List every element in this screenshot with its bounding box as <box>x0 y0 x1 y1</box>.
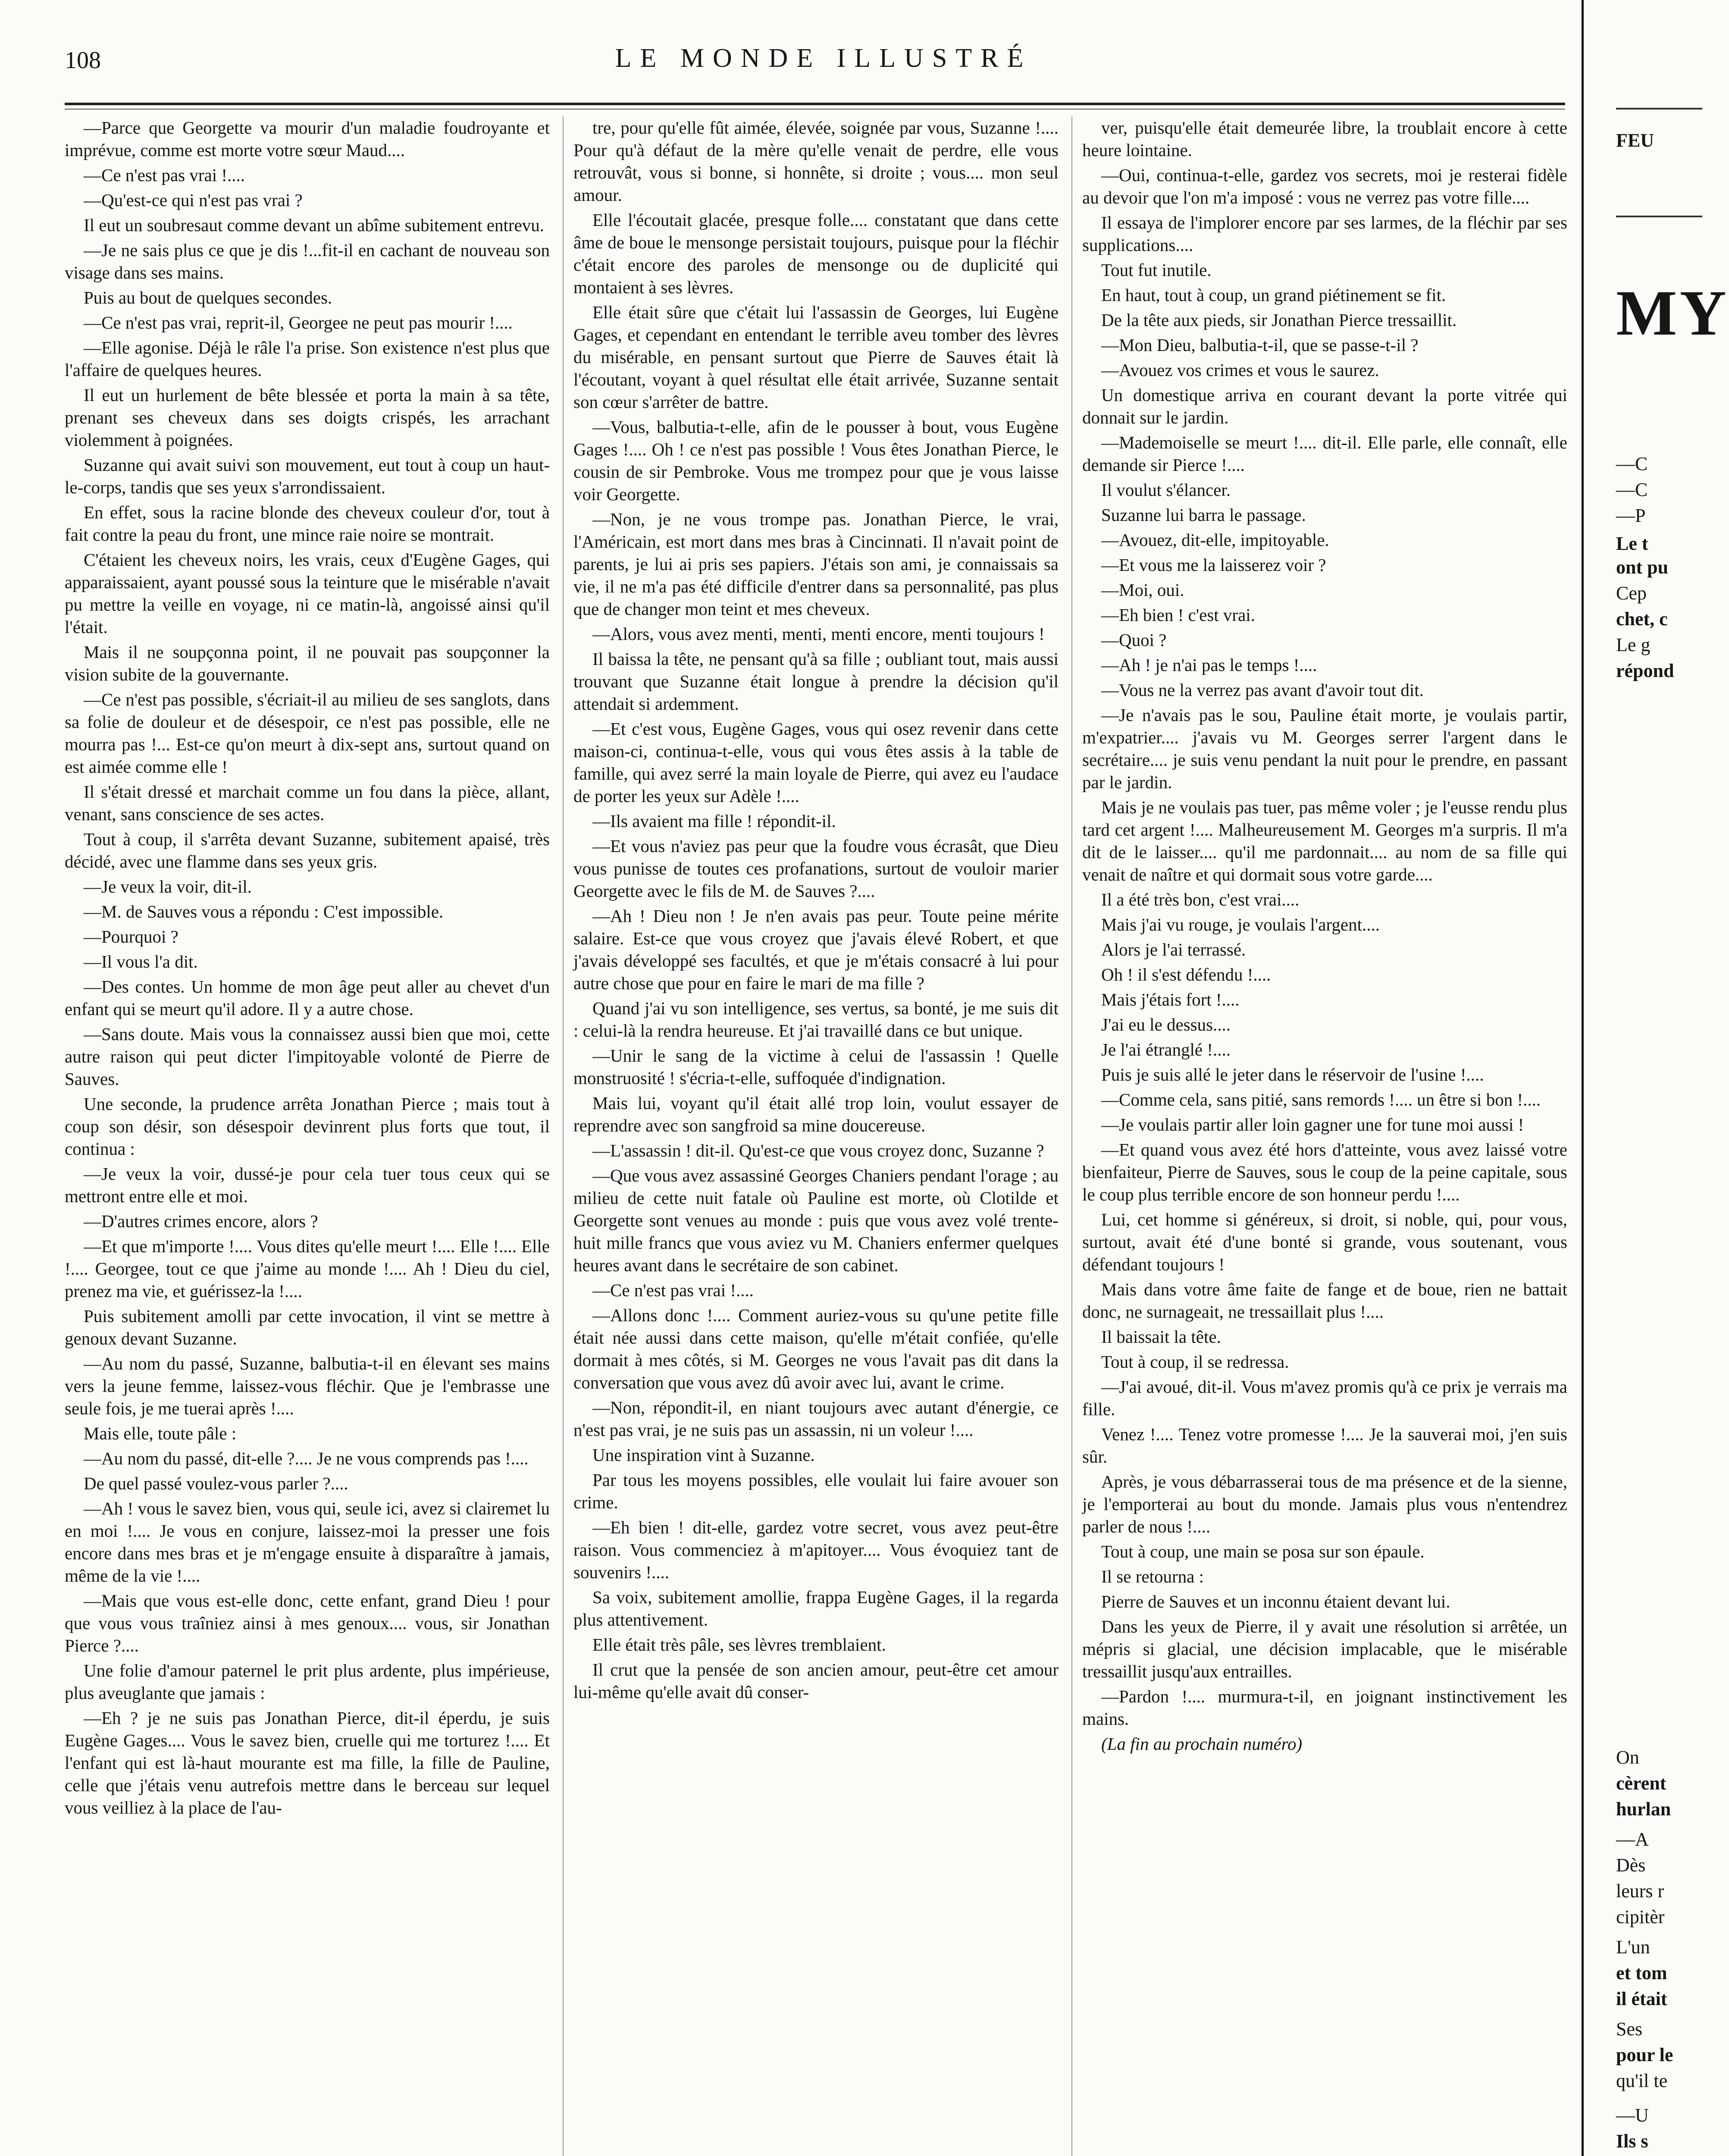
adjacent-page-fragment: —C <box>1616 479 1648 500</box>
paragraph: Elle était très pâle, ses lèvres tremblaient. <box>592 1635 886 1655</box>
paragraph: —Il vous l'a dit. <box>84 952 198 971</box>
paragraph: Je l'ai étranglé !.... <box>1101 1040 1231 1059</box>
edge-rule <box>1616 108 1702 110</box>
paragraph: Mais il ne soupçonna point, il ne pouvait pas soupçonner la vision subite de la gouvernante. <box>65 642 550 684</box>
page-header <box>65 43 1582 91</box>
paragraph: —Et vous n'aviez pas peur que la foudre vous écrasât, que Dieu vous punisse de toutes ces profanations, surtout de vouloir marier Georgette avec le fils de M. de Sauves ?.... <box>573 836 1059 901</box>
paragraph: —Ah ! je n'ai pas le temps !.... <box>1101 655 1317 675</box>
paragraph: —Et c'est vous, Eugène Gages, vous qui osez revenir dans cette maison-ci, continua-t-elle, vous qui vous êtes assis à la table de famille, qui avez serré la main loyale de Pierre, qui avez eu l'audace de porter les yeux sur Adèle !.... <box>573 719 1059 806</box>
paragraph: —J'ai avoué, dit-il. Vous m'avez promis qu'à ce prix je verrais ma fille. <box>1082 1377 1567 1419</box>
paragraph: —Avouez vos crimes et vous le saurez. <box>1101 360 1379 380</box>
paragraph: En haut, tout à coup, un grand piétinement se fit. <box>1101 285 1446 305</box>
paragraph: Il eut un hurlement de bête blessée et porta la main à sa tête, prenant ses cheveux dans ses doigts crispés, les arrachant violemment à poignées. <box>65 385 550 450</box>
adjacent-page-fragment: Le g <box>1616 634 1651 655</box>
paragraph: —Ce n'est pas vrai, reprit-il, Georgee ne peut pas mourir !.... <box>84 313 513 332</box>
paragraph: Une seconde, la prudence arrêta Jonathan Pierce ; mais tout à coup son désir, son désespoir devinrent plus forts que tout, il continua : <box>65 1094 550 1159</box>
paragraph: Mais lui, voyant qu'il était allé trop loin, voulut essayer de reprendre avec son sangfroid sa mine doucereuse. <box>573 1093 1059 1135</box>
paragraph: Il baissait la tête. <box>1101 1327 1221 1347</box>
paragraph: Il se retourna : <box>1101 1567 1204 1586</box>
paragraph: —Pardon !.... murmura-t-il, en joignant instinctivement les mains. <box>1082 1686 1567 1729</box>
paragraph: De la tête aux pieds, sir Jonathan Pierce tressaillit. <box>1101 310 1457 330</box>
paragraph: —Au nom du passé, Suzanne, balbutia-t-il en élevant ses mains vers la jeune femme, laissez-vous fléchir. Que je l'embrasse une seule fois, je me tuerai après !.... <box>65 1354 550 1418</box>
paragraph: —Vous ne la verrez pas avant d'avoir tout dit. <box>1101 680 1424 700</box>
paragraph: Un domestique arriva en courant devant la porte vitrée qui donnait sur le jardin. <box>1082 385 1567 427</box>
paragraph: Mais dans votre âme faite de fange et de boue, rien ne battait donc, ne surnageait, ne tressaillait plus !.... <box>1082 1279 1567 1322</box>
paragraph: —Ce n'est pas vrai !.... <box>592 1280 754 1300</box>
adjacent-page-fragment: il était <box>1616 1988 1667 2009</box>
paragraph: —Parce que Georgette va mourir d'un maladie foudroyante et imprévue, comme est morte votre sœur Maud.... <box>65 118 550 160</box>
paragraph: —Qu'est-ce qui n'est pas vrai ? <box>84 190 303 210</box>
adjacent-page-fragment: On <box>1616 1747 1639 1768</box>
paragraph: —Alors, vous avez menti, menti, menti encore, menti toujours ! <box>592 624 1045 644</box>
adjacent-page-fragment: cipitèr <box>1616 1906 1665 1927</box>
paragraph: —Ah ! Dieu non ! Je n'en avais pas peur. Toute peine mérite salaire. Est-ce que vous croyez que j'avais élevé Robert, et que j'avais développé ses facultés, et que je m'étais consacré à lui pour autre chose que pour en faire le mari de ma fille ? <box>573 906 1059 993</box>
paragraph: Il eut un soubresaut comme devant un abîme subitement entrevu. <box>84 215 544 235</box>
adjacent-page-fragment: répond <box>1616 660 1674 681</box>
paragraph: C'étaient les cheveux noirs, les vrais, ceux d'Eugène Gages, qui apparaissaient, ayant poussé sous la teinture que le misérable n'avait pu mettre la veille en voyage, ni ce matin-là, angoissé ainsi qu'il l'était. <box>65 550 550 637</box>
paragraph: —M. de Sauves vous a répondu : C'est impossible. <box>84 902 444 921</box>
header-rule-thin <box>65 109 1565 110</box>
paragraph: —Elle agonise. Déjà le râle l'a prise. Son existence n'est plus que l'affaire de quelques heures. <box>65 338 550 380</box>
adjacent-page-fragment: ont pu <box>1616 557 1669 578</box>
adjacent-page-fragment: chet, c <box>1616 608 1668 630</box>
adjacent-page-fragment: et tom <box>1616 1962 1667 1984</box>
paragraph: Puis subitement amolli par cette invocation, il vint se mettre à genoux devant Suzanne. <box>65 1306 550 1348</box>
paragraph: Tout fut inutile. <box>1101 260 1212 280</box>
paragraph: —Eh ? je ne suis pas Jonathan Pierce, dit-il éperdu, je suis Eugène Gages.... Vous le savez bien, cruelle qui me torturez !.... Et l'enfant qui est là-haut mourante est ma fille, la fille de Pauline, celle que j'étais venu autrefois mettre dans le berceau sur lequel vous veilliez à la place de l'au- <box>65 1708 550 1818</box>
column-separator <box>1071 116 1072 2156</box>
adjacent-page-fragment: —U <box>1616 2105 1649 2126</box>
edge-rule <box>1616 216 1702 217</box>
paragraph: —Je veux la voir, dit-il. <box>84 877 252 896</box>
paragraph: —Des contes. Un homme de mon âge peut aller au chevet d'un enfant qui se meurt qu'il adore. Il y a autre chose. <box>65 977 550 1019</box>
paragraph: Alors je l'ai terrassé. <box>1101 940 1246 959</box>
page-number: 108 <box>65 47 101 74</box>
adjacent-page-fragment: —P <box>1616 505 1646 526</box>
paragraph: Pierre de Sauves et un inconnu étaient devant lui. <box>1101 1592 1450 1611</box>
paragraph: Il essaya de l'implorer encore par ses larmes, de la fléchir par ses supplications.... <box>1082 213 1567 255</box>
paragraph: Oh ! il s'est défendu !.... <box>1101 965 1271 984</box>
paragraph: —Eh bien ! dit-elle, gardez votre secret, vous avez peut-être raison. Vous commenciez à m'apitoyer.... Vous évoquiez tant de souvenirs !.... <box>573 1517 1059 1582</box>
text-column-1 <box>65 116 550 2156</box>
paragraph: —Comme cela, sans pitié, sans remords !.... un être si bon !.... <box>1101 1090 1541 1109</box>
paragraph: —Ce n'est pas possible, s'écriait-il au milieu de ses sanglots, dans sa folie de douleur et de désespoir, ce n'est pas possible, elle ne mourra pas !... Est-ce qu'on meurt à dix-sept ans, surtout quand on est aimée comme elle ! <box>65 689 550 777</box>
paragraph: —Vous, balbutia-t-elle, afin de le pousser à bout, vous Eugène Gages !.... Oh ! ce n'est pas possible ! Vous êtes Jonathan Pierce, le cousin de sir Pembroke. Vous me trompez pour que je vous laisse voir Georgette. <box>573 417 1059 504</box>
paragraph: Venez !.... Tenez votre promesse !.... Je la sauverai moi, j'en suis sûr. <box>1082 1424 1567 1467</box>
paragraph: —Quoi ? <box>1101 630 1167 650</box>
adjacent-page-fragment: MY <box>1616 277 1729 349</box>
paragraph: Une inspiration vint à Suzanne. <box>592 1445 815 1465</box>
paragraph: Il crut que la pensée de son ancien amour, peut-être cet amour lui-même qu'elle avait dû conser- <box>573 1660 1059 1702</box>
paragraph: —Je n'avais pas le sou, Pauline était morte, je voulais partir, m'expatrier.... j'avais vu M. Georges serrer l'argent dans le secrétaire.... je suis venu pendant la nuit pour le prendre, en passant par le jardin. <box>1082 705 1567 792</box>
paragraph: Mais je ne voulais pas tuer, pas même voler ; je l'eusse rendu plus tard cet argent !.... Malheureusement M. Georges m'a surpris. Il m'a dit de le laisser.... qu'il me pardonnait.... au nom de sa fille qui venait de naître et qui dormait sous votre garde.... <box>1082 797 1567 884</box>
paragraph: En effet, sous la racine blonde des cheveux couleur d'or, tout à fait contre la peau du front, une mince raie noire se montrait. <box>65 502 550 545</box>
continued-note: (La fin au prochain numéro) <box>1101 1734 1303 1754</box>
paragraph: —Je voulais partir aller loin gagner une for tune moi aussi ! <box>1101 1115 1524 1134</box>
paragraph: —Unir le sang de la victime à celui de l'assassin ! Quelle monstruosité ! s'écria-t-elle, suffoquée d'indignation. <box>573 1046 1059 1088</box>
adjacent-page-fragment: L'un <box>1616 1937 1650 1958</box>
paragraph: —Au nom du passé, dit-elle ?.... Je ne vous comprends pas !.... <box>84 1448 529 1468</box>
paragraph: Mais j'étais fort !.... <box>1101 990 1240 1009</box>
paragraph: Sa voix, subitement amollie, frappa Eugène Gages, il la regarda plus attentivement. <box>573 1587 1059 1630</box>
paragraph: —D'autres crimes encore, alors ? <box>84 1211 318 1231</box>
paragraph: Il baissa la tête, ne pensant qu'à sa fille ; oubliant tout, mais aussi trouvant que Suzanne était longue à prendre la décision qu'il attendait si ardemment. <box>573 649 1059 714</box>
paragraph: Suzanne qui avait suivi son mouvement, eut tout à coup un haut-le-corps, tandis que ses yeux s'arrondissaient. <box>65 455 550 497</box>
adjacent-page-fragment: qu'il te <box>1616 2070 1668 2091</box>
paragraph: —Et vous me la laisserez voir ? <box>1101 555 1326 575</box>
paragraph: Quand j'ai vu son intelligence, ses vertus, sa bonté, je me suis dit : celui-là la rendra heureuse. Et j'ai travaillé dans ce but unique. <box>573 998 1059 1040</box>
paragraph: Une folie d'amour paternel le prit plus ardente, plus impérieuse, plus aveuglante que jamais : <box>65 1661 550 1703</box>
paragraph: —Pourquoi ? <box>84 927 179 946</box>
adjacent-page-fragment: pour le <box>1616 2044 1673 2065</box>
paragraph: —Oui, continua-t-elle, gardez vos secrets, moi je resterai fidèle au devoir que l'on m'a imposé : vous ne verrez pas votre fille.... <box>1082 165 1567 207</box>
paragraph: Il a été très bon, c'est vrai.... <box>1101 890 1300 909</box>
paragraph: ver, puisqu'elle était demeurée libre, la troublait encore à cette heure lointaine. <box>1082 118 1567 160</box>
paragraph: Puis je suis allé le jeter dans le réservoir de l'usine !.... <box>1101 1065 1484 1084</box>
paragraph: —Moi, oui. <box>1101 580 1184 600</box>
column-separator <box>563 116 564 2156</box>
header-rule <box>65 103 1565 105</box>
page-gutter-line <box>1582 0 1584 2156</box>
adjacent-page-fragment: Cep <box>1616 583 1647 604</box>
paragraph: —Allons donc !.... Comment auriez-vous su qu'une petite fille était née aussi dans cette maison, qu'elle m'était confiée, qu'elle dormait à mes côtés, si M. Georges ne vous l'avait pas dit dans la conversation que vous avez dû avoir avec lui, avant le crime. <box>573 1305 1059 1392</box>
paragraph: J'ai eu le dessus.... <box>1101 1015 1231 1034</box>
adjacent-page-fragment: Dès <box>1616 1855 1646 1876</box>
paragraph: —Sans doute. Mais vous la connaissez aussi bien que moi, cette autre raison qui peut dicter l'impitoyable volonté de Pierre de Sauves. <box>65 1024 550 1089</box>
paragraph: tre, pour qu'elle fût aimée, élevée, soignée par vous, Suzanne !.... Pour qu'à défaut de la mère qu'elle venait de perdre, elle vous retrouvât, vous si bonne, si honnête, si droite ; vous.... mon seul amour. <box>573 118 1059 205</box>
adjacent-page-fragment: hurlan <box>1616 1799 1671 1820</box>
text-column-2 <box>573 116 1059 2156</box>
paragraph: Lui, cet homme si généreux, si droit, si noble, qui, pour vous, surtout, avait été d'une bonté si grande, vous soutenant, vous défendant toujours ! <box>1082 1210 1567 1274</box>
adjacent-page-fragment: cèrent <box>1616 1773 1666 1794</box>
paragraph: —Ce n'est pas vrai !.... <box>84 165 245 185</box>
paragraph: Elle l'écoutait glacée, presque folle.... constatant que dans cette âme de boue le mensonge persistait toujours, puisque pour la fléchir c'était encore des paroles de mensonge ou de duplicité qui montaient à ses lèvres. <box>573 210 1059 297</box>
paragraph: De quel passé voulez-vous parler ?.... <box>84 1473 348 1493</box>
paragraph: —Ah ! vous le savez bien, vous qui, seule ici, avez si clairemet lu en moi !.... Je vous en conjure, laissez-moi la presser une fois encore dans mes bras et je m'engage ensuite à disparaître à jamais, même de la vie !.... <box>65 1498 550 1586</box>
adjacent-page-fragment: Ses <box>1616 2018 1643 2040</box>
paragraph: —Mais que vous est-elle donc, cette enfant, grand Dieu ! pour que vous vous traîniez ainsi à mes genoux.... vous, sir Jonathan Pierce ?.... <box>65 1591 550 1655</box>
adjacent-page-fragment: —A <box>1616 1829 1649 1850</box>
paragraph: Par tous les moyens possibles, elle voulait lui faire avouer son crime. <box>573 1470 1059 1512</box>
paragraph: —Et que m'importe !.... Vous dites qu'elle meurt !.... Elle !.... Elle !.... Georgee, tout ce que j'aime au monde !.... Ah ! Dieu du ciel, prenez ma vie, et guérissez-la !.... <box>65 1236 550 1301</box>
paragraph: —Mon Dieu, balbutia-t-il, que se passe-t-il ? <box>1101 335 1419 355</box>
adjacent-page-fragment: leurs r <box>1616 1880 1664 1902</box>
paragraph: —L'assassin ! dit-il. Qu'est-ce que vous croyez donc, Suzanne ? <box>592 1141 1044 1160</box>
paragraph: —Mademoiselle se meurt !.... dit-il. Elle parle, elle connaît, elle demande sir Pierce !.... <box>1082 432 1567 475</box>
adjacent-page-fragment: —C <box>1616 453 1648 474</box>
text-column-3 <box>1082 116 1567 2156</box>
paragraph: —Et quand vous avez été hors d'atteinte, vous avez laissé votre bienfaiteur, Pierre de Sauves, sous le coup de la peine capitale, sous le coup plus terrible encore de son honneur perdu !.... <box>1082 1140 1567 1204</box>
paragraph: —Non, je ne vous trompe pas. Jonathan Pierce, le vrai, l'Américain, est mort dans mes bras à Cincinnati. Il n'avait point de parents, je lui ai pris ses papiers. J'étais son ami, je connaissais sa vie, il ne m'a pas été difficile d'entrer dans sa personnalité, pas plus que de changer mon teint et mes cheveux. <box>573 509 1059 619</box>
paragraph: Suzanne lui barra le passage. <box>1101 505 1306 525</box>
paragraph: Tout à coup, une main se posa sur son épaule. <box>1101 1542 1425 1561</box>
paragraph: Dans les yeux de Pierre, il y avait une résolution si arrêtée, un mépris si glacial, une décision implacable, que le misérable tressaillit jusqu'aux entrailles. <box>1082 1617 1567 1681</box>
paragraph: —Eh bien ! c'est vrai. <box>1101 605 1255 625</box>
paragraph: —Ils avaient ma fille ! répondit-il. <box>592 811 836 831</box>
paragraph: Après, je vous débarrasserai tous de ma présence et de la sienne, je l'emporterai au bout du monde. Jamais plus vous n'entendrez parler de nous !.... <box>1082 1472 1567 1536</box>
adjacent-page-edge <box>1582 0 1729 2156</box>
masthead: LE MONDE ILLUSTRÉ <box>615 44 1032 73</box>
paragraph: —Je veux la voir, dussé-je pour cela tuer tous ceux qui se mettront entre elle et moi. <box>65 1164 550 1206</box>
paragraph: Puis au bout de quelques secondes. <box>84 288 332 307</box>
paragraph: Il voulut s'élancer. <box>1101 480 1231 500</box>
paragraph: Tout à coup, il se redressa. <box>1101 1352 1289 1372</box>
paragraph: —Avouez, dit-elle, impitoyable. <box>1101 530 1329 550</box>
paragraph: Il s'était dressé et marchait comme un fou dans la pièce, allant, venant, sans conscience de ses actes. <box>65 782 550 824</box>
paragraph: Mais j'ai vu rouge, je voulais l'argent.... <box>1101 915 1380 934</box>
adjacent-page-fragment: FEU <box>1616 130 1654 151</box>
paragraph: —Je ne sais plus ce que je dis !...fit-il en cachant de nouveau son visage dans ses mains. <box>65 240 550 282</box>
paragraph: —Que vous avez assassiné Georges Chaniers pendant l'orage ; au milieu de cette nuit fatale où Pauline est morte, où Clotilde et Georgette sont venues au monde : puis que vous avez volé trente-huit mille francs que vous aviez vu M. Chaniers enfermer quelques heures avant dans le secrétaire de son cabinet. <box>573 1166 1059 1275</box>
paragraph: Tout à coup, il s'arrêta devant Suzanne, subitement apaisé, très décidé, avec une flamme dans ses yeux gris. <box>65 829 550 871</box>
paragraph: Mais elle, toute pâle : <box>84 1423 237 1443</box>
adjacent-page-fragment: Le t <box>1616 533 1648 554</box>
paragraph: Elle était sûre que c'était lui l'assassin de Georges, lui Eugène Gages, et cependant en entendant le terrible aveu tomber des lèvres du misérable, en pensant surtout que Pierre de Sauves était là l'écoutant, voyant à quel résultat elle était arrivée, Suzanne sentait son cœur s'arrêter de battre. <box>573 302 1059 412</box>
paragraph: —Non, répondit-il, en niant toujours avec autant d'énergie, ce n'est pas vrai, je ne suis pas un assassin, ni un voleur !.... <box>573 1398 1059 1440</box>
adjacent-page-fragment: Ils s <box>1616 2131 1648 2152</box>
